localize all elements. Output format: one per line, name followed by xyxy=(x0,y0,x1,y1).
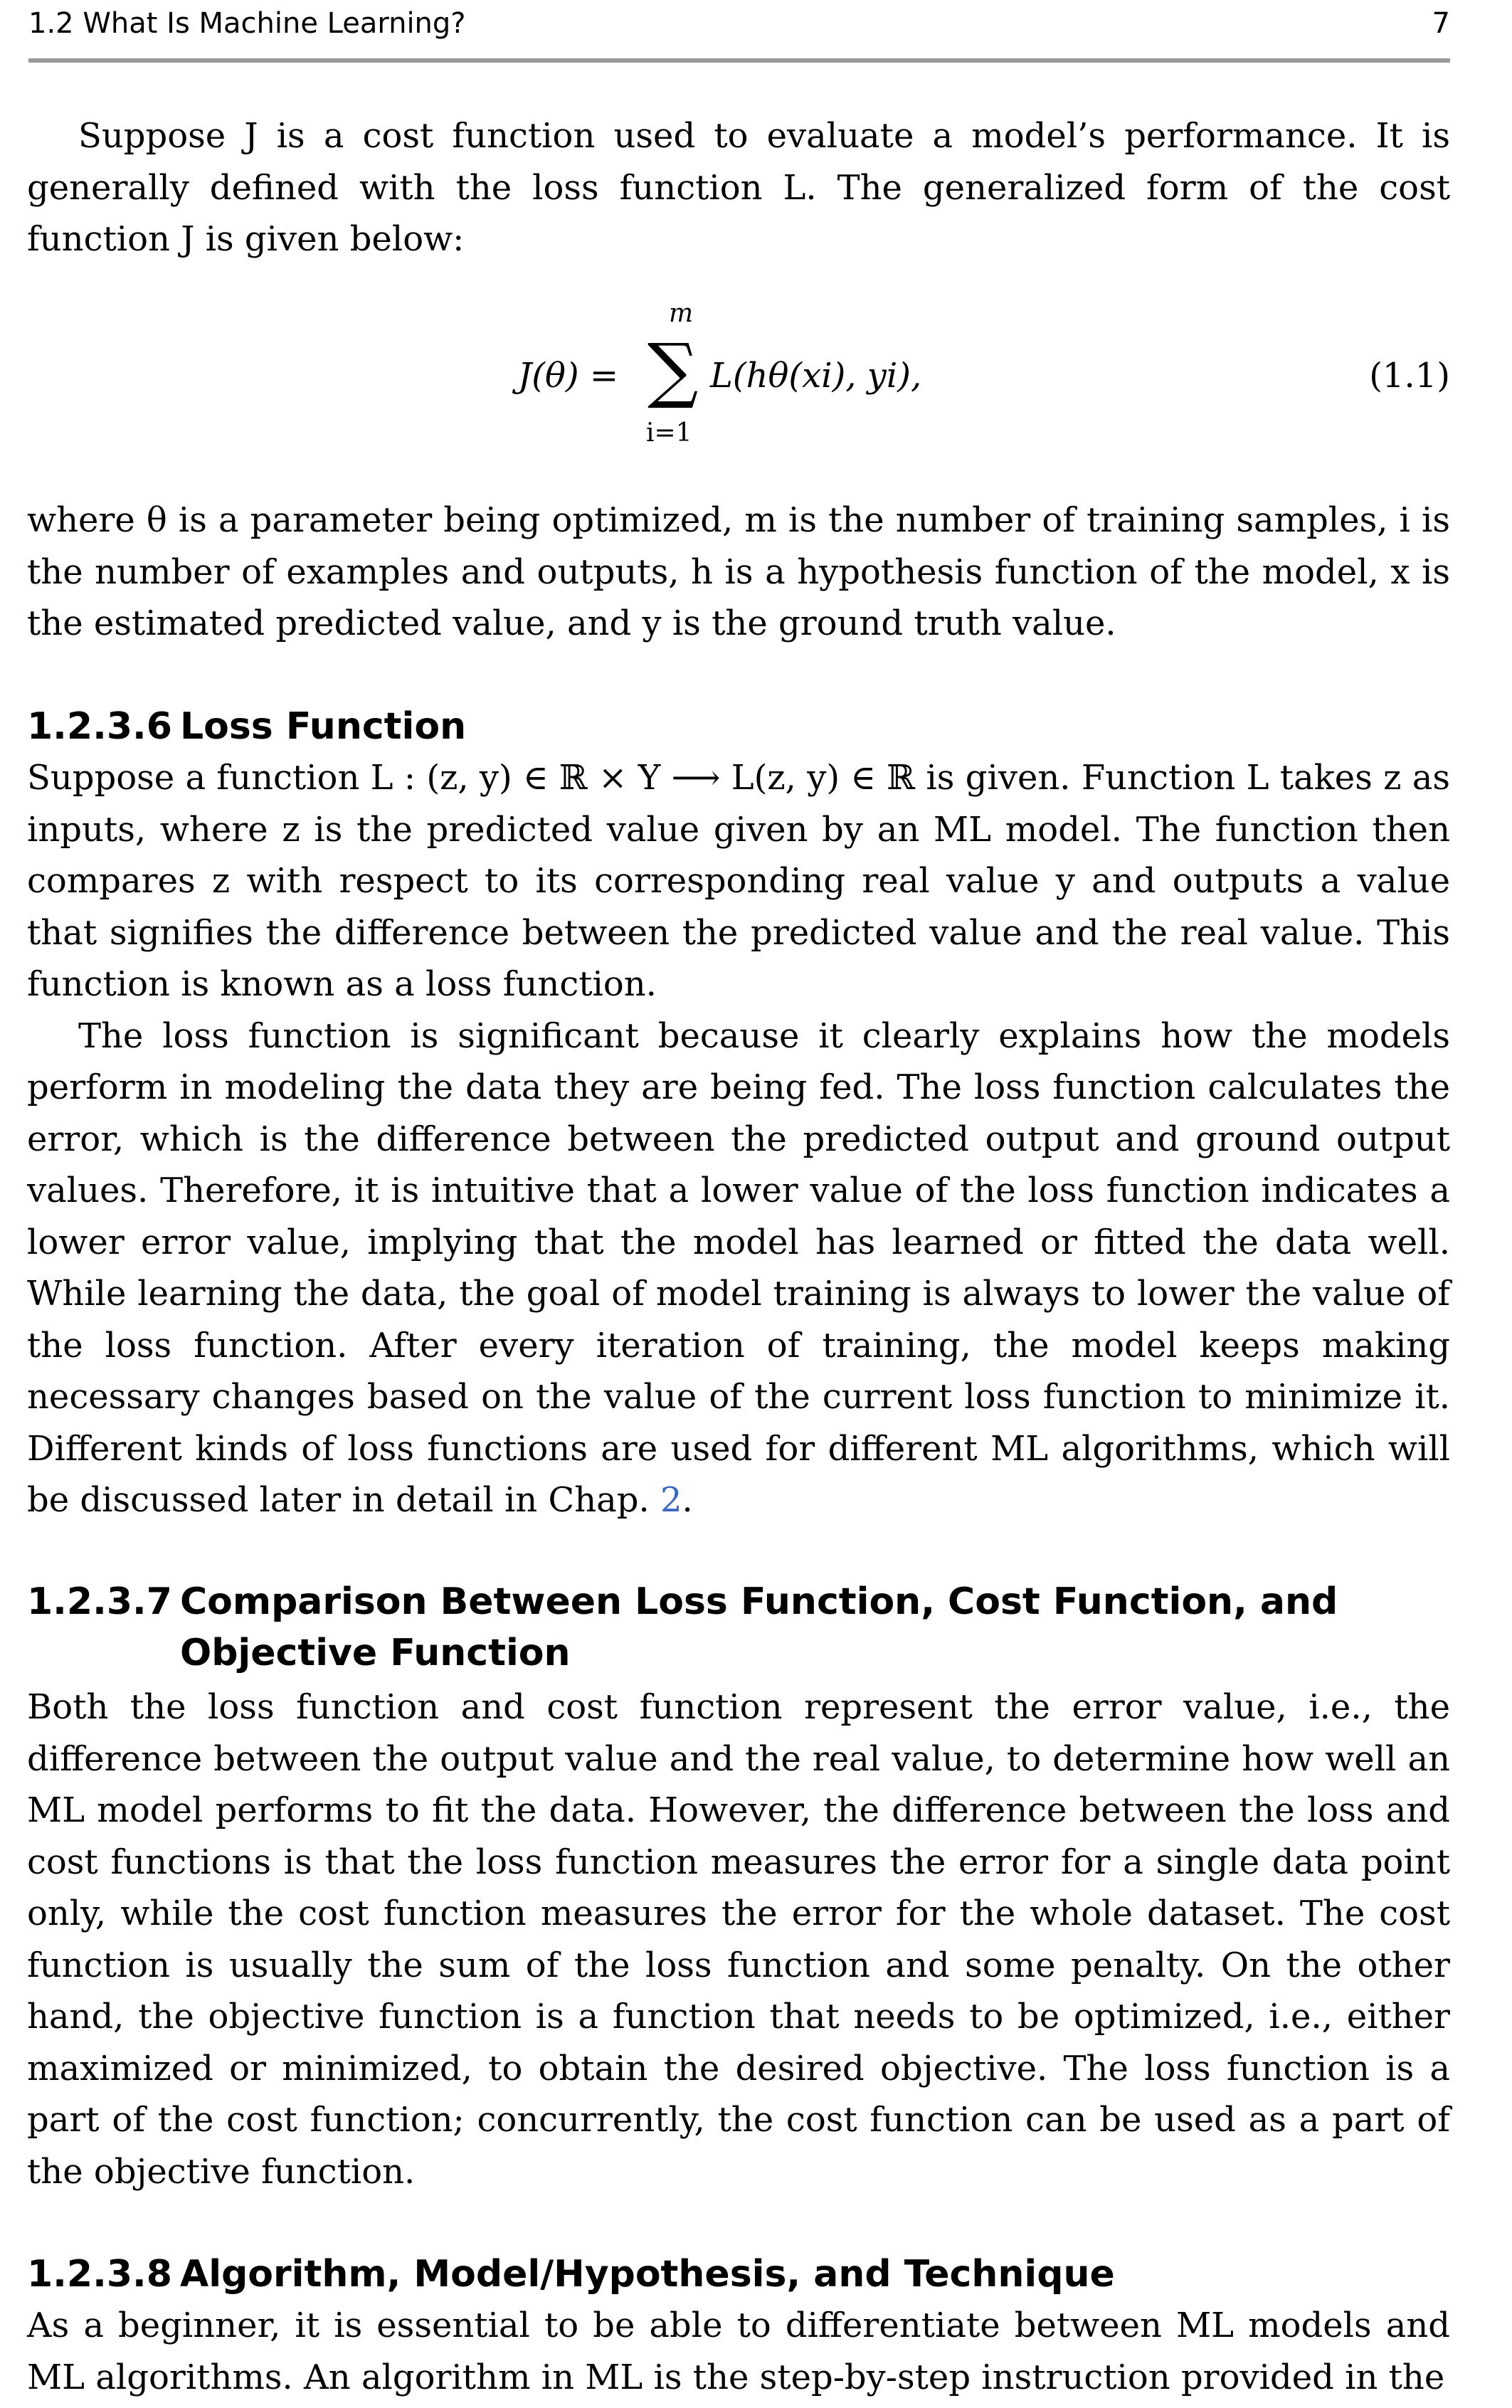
paragraph-text: The loss function is significant because it clearly explains how the models perform in modeling the data they are being fed. The loss function calculates the error, which is the difference between the predicted output and ground output values. Therefore, it is intuitive that a lower value of the loss function indicates a lower error value, implying that the model has learned or fitted the data well. While learning the data, the goal of model training is always to lower the value of the loss function. After every iteration of training, the model keeps making necessary changes based on the value of the current loss function to minimize it. Different kinds of loss functions are used for different ML algorithms, which will be discussed later in detail in Chap. xyxy=(27,1015,1450,1520)
section-heading-1-2-3-8 xyxy=(27,2249,1450,2300)
section-body-1-2-3-6 xyxy=(27,752,1450,1526)
paragraph-loss-definition: Suppose a function L : (z, y) ∈ ℝ × Y ⟶ L(z, y) ∈ ℝ is given. Function L takes z as inputs, where z is the predicted value given by an ML model. The function then compares z with respect to its corresponding real value y and outputs a value that signifies the difference between the predicted value and the real value. This function is known as a loss function. xyxy=(27,758,1450,1004)
section-heading-1-2-3-6 xyxy=(27,701,1450,752)
section-body-1-2-3-7 xyxy=(27,1681,1450,2197)
running-header-section: 1.2 What Is Machine Learning? xyxy=(28,7,466,40)
section-body-1-2-3-8 xyxy=(27,2300,1450,2403)
paragraph-variable-definitions xyxy=(27,495,1450,650)
equation-rhs: L(hθ(xi), yi), xyxy=(710,356,922,396)
section-number: 1.2.3.7 xyxy=(27,1580,172,1623)
equation-number: (1.1) xyxy=(1369,356,1450,396)
equation-1-1 xyxy=(27,299,1450,463)
page-number: 7 xyxy=(1432,7,1450,40)
section-heading-1-2-3-7 xyxy=(27,1576,1450,1679)
section-title-line-2: Objective Function xyxy=(180,1632,571,1674)
section-number: 1.2.3.8 xyxy=(27,2253,172,2296)
section-title-line-1: Comparison Between Loss Function, Cost Function, and xyxy=(180,1580,1338,1623)
sum-lower-limit: i=1 xyxy=(646,418,692,448)
paragraph-loss-significance xyxy=(27,1010,1450,1526)
summation-sign: ∑ xyxy=(647,328,699,411)
sum-upper-limit: m xyxy=(669,299,694,328)
paragraph-text: Both the loss function and cost function represent the error value, i.e., the difference between the output value and the real value, to determine how well an ML model performs to fit the data. However, the difference between the loss and cost functions is that the loss function measures the error for a single data point only, while the cost function measures the error for the whole dataset. The cost function is usually the sum of the loss function and some penalty. On the other hand, the objective function is a function that needs to be optimized, i.e., either maximized or minimized, to obtain the desired objective. The loss function is a part of the cost function; concurrently, the cost function can be used as a part of the objective function. xyxy=(27,1687,1450,2192)
chapter-link[interactable]: 2 xyxy=(660,1480,682,1520)
header-rule xyxy=(28,58,1450,63)
paragraph-text: As a beginner, it is essential to be able to differentiate between ML models and ML algorithms. An algorithm in ML is the step-by-step instruction provided in the xyxy=(27,2306,1450,2397)
section-title: Algorithm, Model/Hypothesis, and Technique xyxy=(180,2253,1115,2296)
paragraph-text: where θ is a parameter being optimized, m is the number of training samples, i is the number of examples and outputs, h is a hypothesis function of the model, x is the estimated predicted value, and y is the ground truth value. xyxy=(27,500,1450,643)
paragraph-end: . xyxy=(682,1480,693,1520)
paragraph-cost-function-intro xyxy=(27,110,1450,265)
section-number: 1.2.3.6 xyxy=(27,705,172,748)
section-title: Loss Function xyxy=(180,705,467,748)
running-header xyxy=(28,7,1450,50)
paragraph-text: Suppose J is a cost function used to evaluate a model’s performance. It is generally defined with the loss function L. The generalized form of the cost function J is given below: xyxy=(27,116,1450,259)
equation-lhs: J(θ) = xyxy=(518,356,619,396)
